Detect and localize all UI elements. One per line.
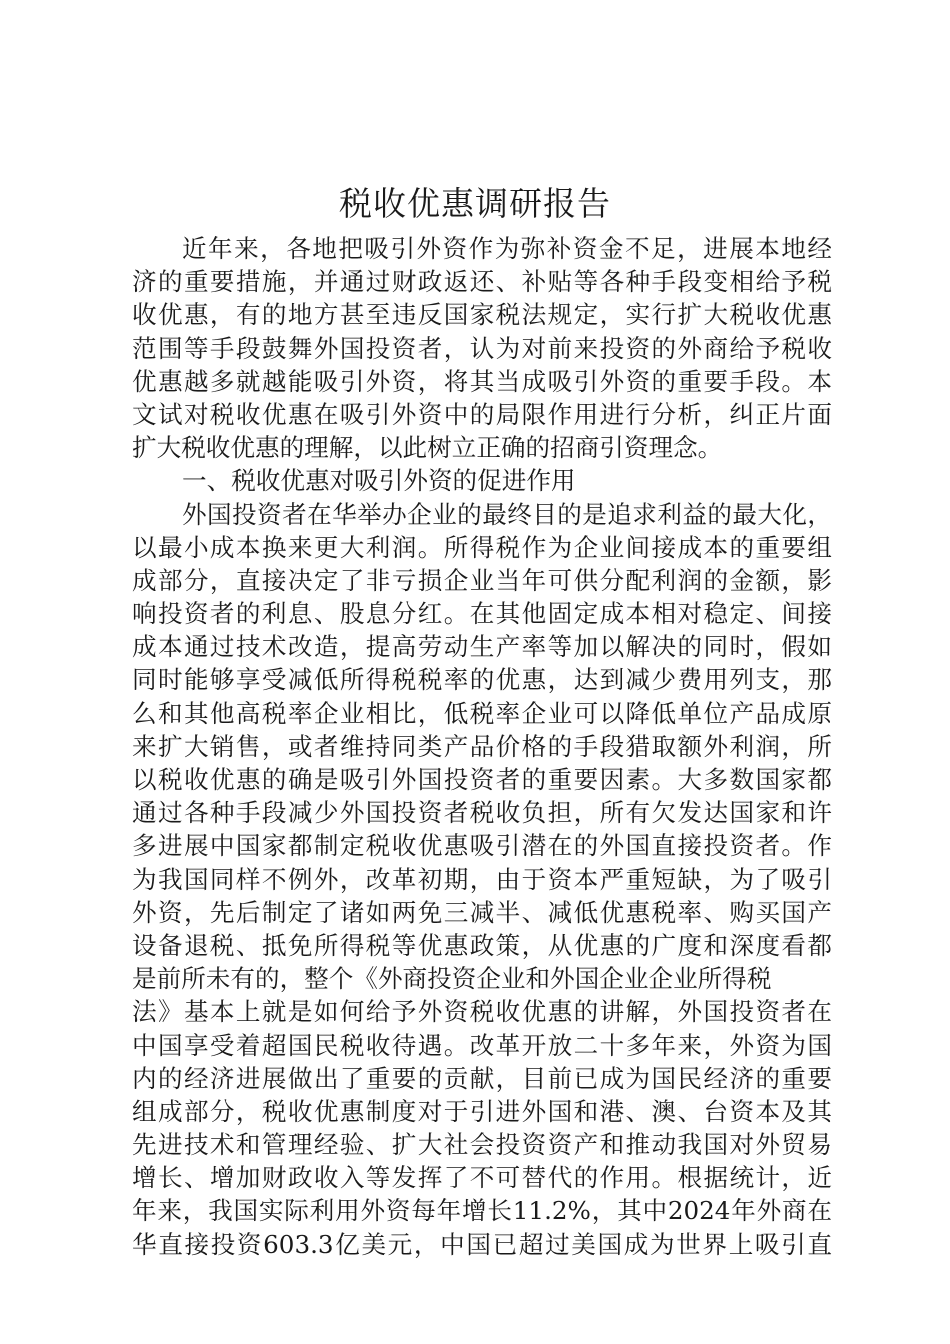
paragraph-line: 范围等手段鼓舞外国投资者，认为对前来投资的外商给予税收 <box>132 333 832 363</box>
document-title: 税收优惠调研报告 <box>339 184 611 223</box>
paragraph-line: 同时能够享受减低所得税税率的优惠，达到减少费用列支，那 <box>132 665 832 695</box>
paragraph-line: 优惠越多就越能吸引外资，将其当成吸引外资的重要手段。本 <box>132 366 832 396</box>
paragraph-line: 以税收优惠的确是吸引外国投资者的重要因素。大多数国家都 <box>132 765 832 794</box>
paragraph-line: 增长、增加财政收入等发挥了不可替代的作用。根据统计，近 <box>132 1163 832 1193</box>
paragraph-line: 通过各种手段减少外国投资者税收负担，所有欠发达国家和许 <box>132 798 832 828</box>
paragraph-line: 多进展中国家都制定税收优惠吸引潜在的外国直接投资者。作 <box>132 831 832 861</box>
paragraph-line: 中国享受着超国民税收待遇。改革开放二十多年来，外资为国 <box>132 1030 832 1060</box>
paragraph-line: 先进技术和管理经验、扩大社会投资资产和推动我国对外贸易 <box>132 1130 832 1160</box>
paragraph-line: 济的重要措施，并通过财政返还、补贴等各种手段变相给予税 <box>132 267 832 297</box>
paragraph-line: 为我国同样不例外，改革初期，由于资本严重短缺，为了吸引 <box>132 864 832 894</box>
paragraph-line: 华直接投资603.3亿美元，中国已超过美国成为世界上吸引直 <box>132 1229 832 1259</box>
paragraph-line: 么和其他高税率企业相比，低税率企业可以降低单位产品成原 <box>132 698 832 728</box>
paragraph-line: 文试对税收优惠在吸引外资中的局限作用进行分析，纠正片面 <box>132 399 832 429</box>
paragraph-line: 外国投资者在华举办企业的最终目的是追求利益的最大化， <box>182 499 832 529</box>
paragraph-line: 成本通过技术改造，提高劳动生产率等加以解决的同时，假如 <box>132 632 832 662</box>
paragraph-line: 法》基本上就是如何给予外资税收优惠的讲解，外国投资者在 <box>132 997 832 1027</box>
paragraph-line: 内的经济进展做出了重要的贡献，目前已成为国民经济的重要 <box>132 1063 832 1093</box>
document-body <box>132 232 832 1261</box>
paragraph-line: 扩大税收优惠的理解，以此树立正确的招商引资理念。 <box>132 433 723 463</box>
paragraph-line: 成部分，直接决定了非亏损企业当年可供分配利润的金额，影 <box>132 565 832 595</box>
paragraph-line: 是前所未有的，整个《外商投资企业和外国企业企业所得税 <box>132 964 772 994</box>
paragraph-line: 组成部分，税收优惠制度对于引进外国和港、澳、台资本及其 <box>132 1096 832 1126</box>
paragraph-line: 近年来，各地把吸引外资作为弥补资金不足，进展本地经 <box>182 234 832 263</box>
paragraph-line: 收优惠，有的地方甚至违反国家税法规定，实行扩大税收优惠 <box>132 300 832 330</box>
paragraph-line: 以最小成本换来更大利润。所得税作为企业间接成本的重要组 <box>132 532 832 562</box>
paragraph-line: 响投资者的利息、股息分红。在其他固定成本相对稳定、间接 <box>132 599 832 629</box>
section-heading: 一、税收优惠对吸引外资的促进作用 <box>182 466 576 496</box>
paragraph-line: 外资，先后制定了诸如两免三减半、减低优惠税率、购买国产 <box>132 897 832 927</box>
paragraph-line: 设备退税、抵免所得税等优惠政策，从优惠的广度和深度看都 <box>132 930 832 960</box>
paragraph-line: 年来，我国实际利用外资每年增长11.2%，其中2024年外商在 <box>132 1196 832 1226</box>
paragraph-line: 来扩大销售，或者维持同类产品价格的手段猎取额外利润，所 <box>132 731 832 761</box>
